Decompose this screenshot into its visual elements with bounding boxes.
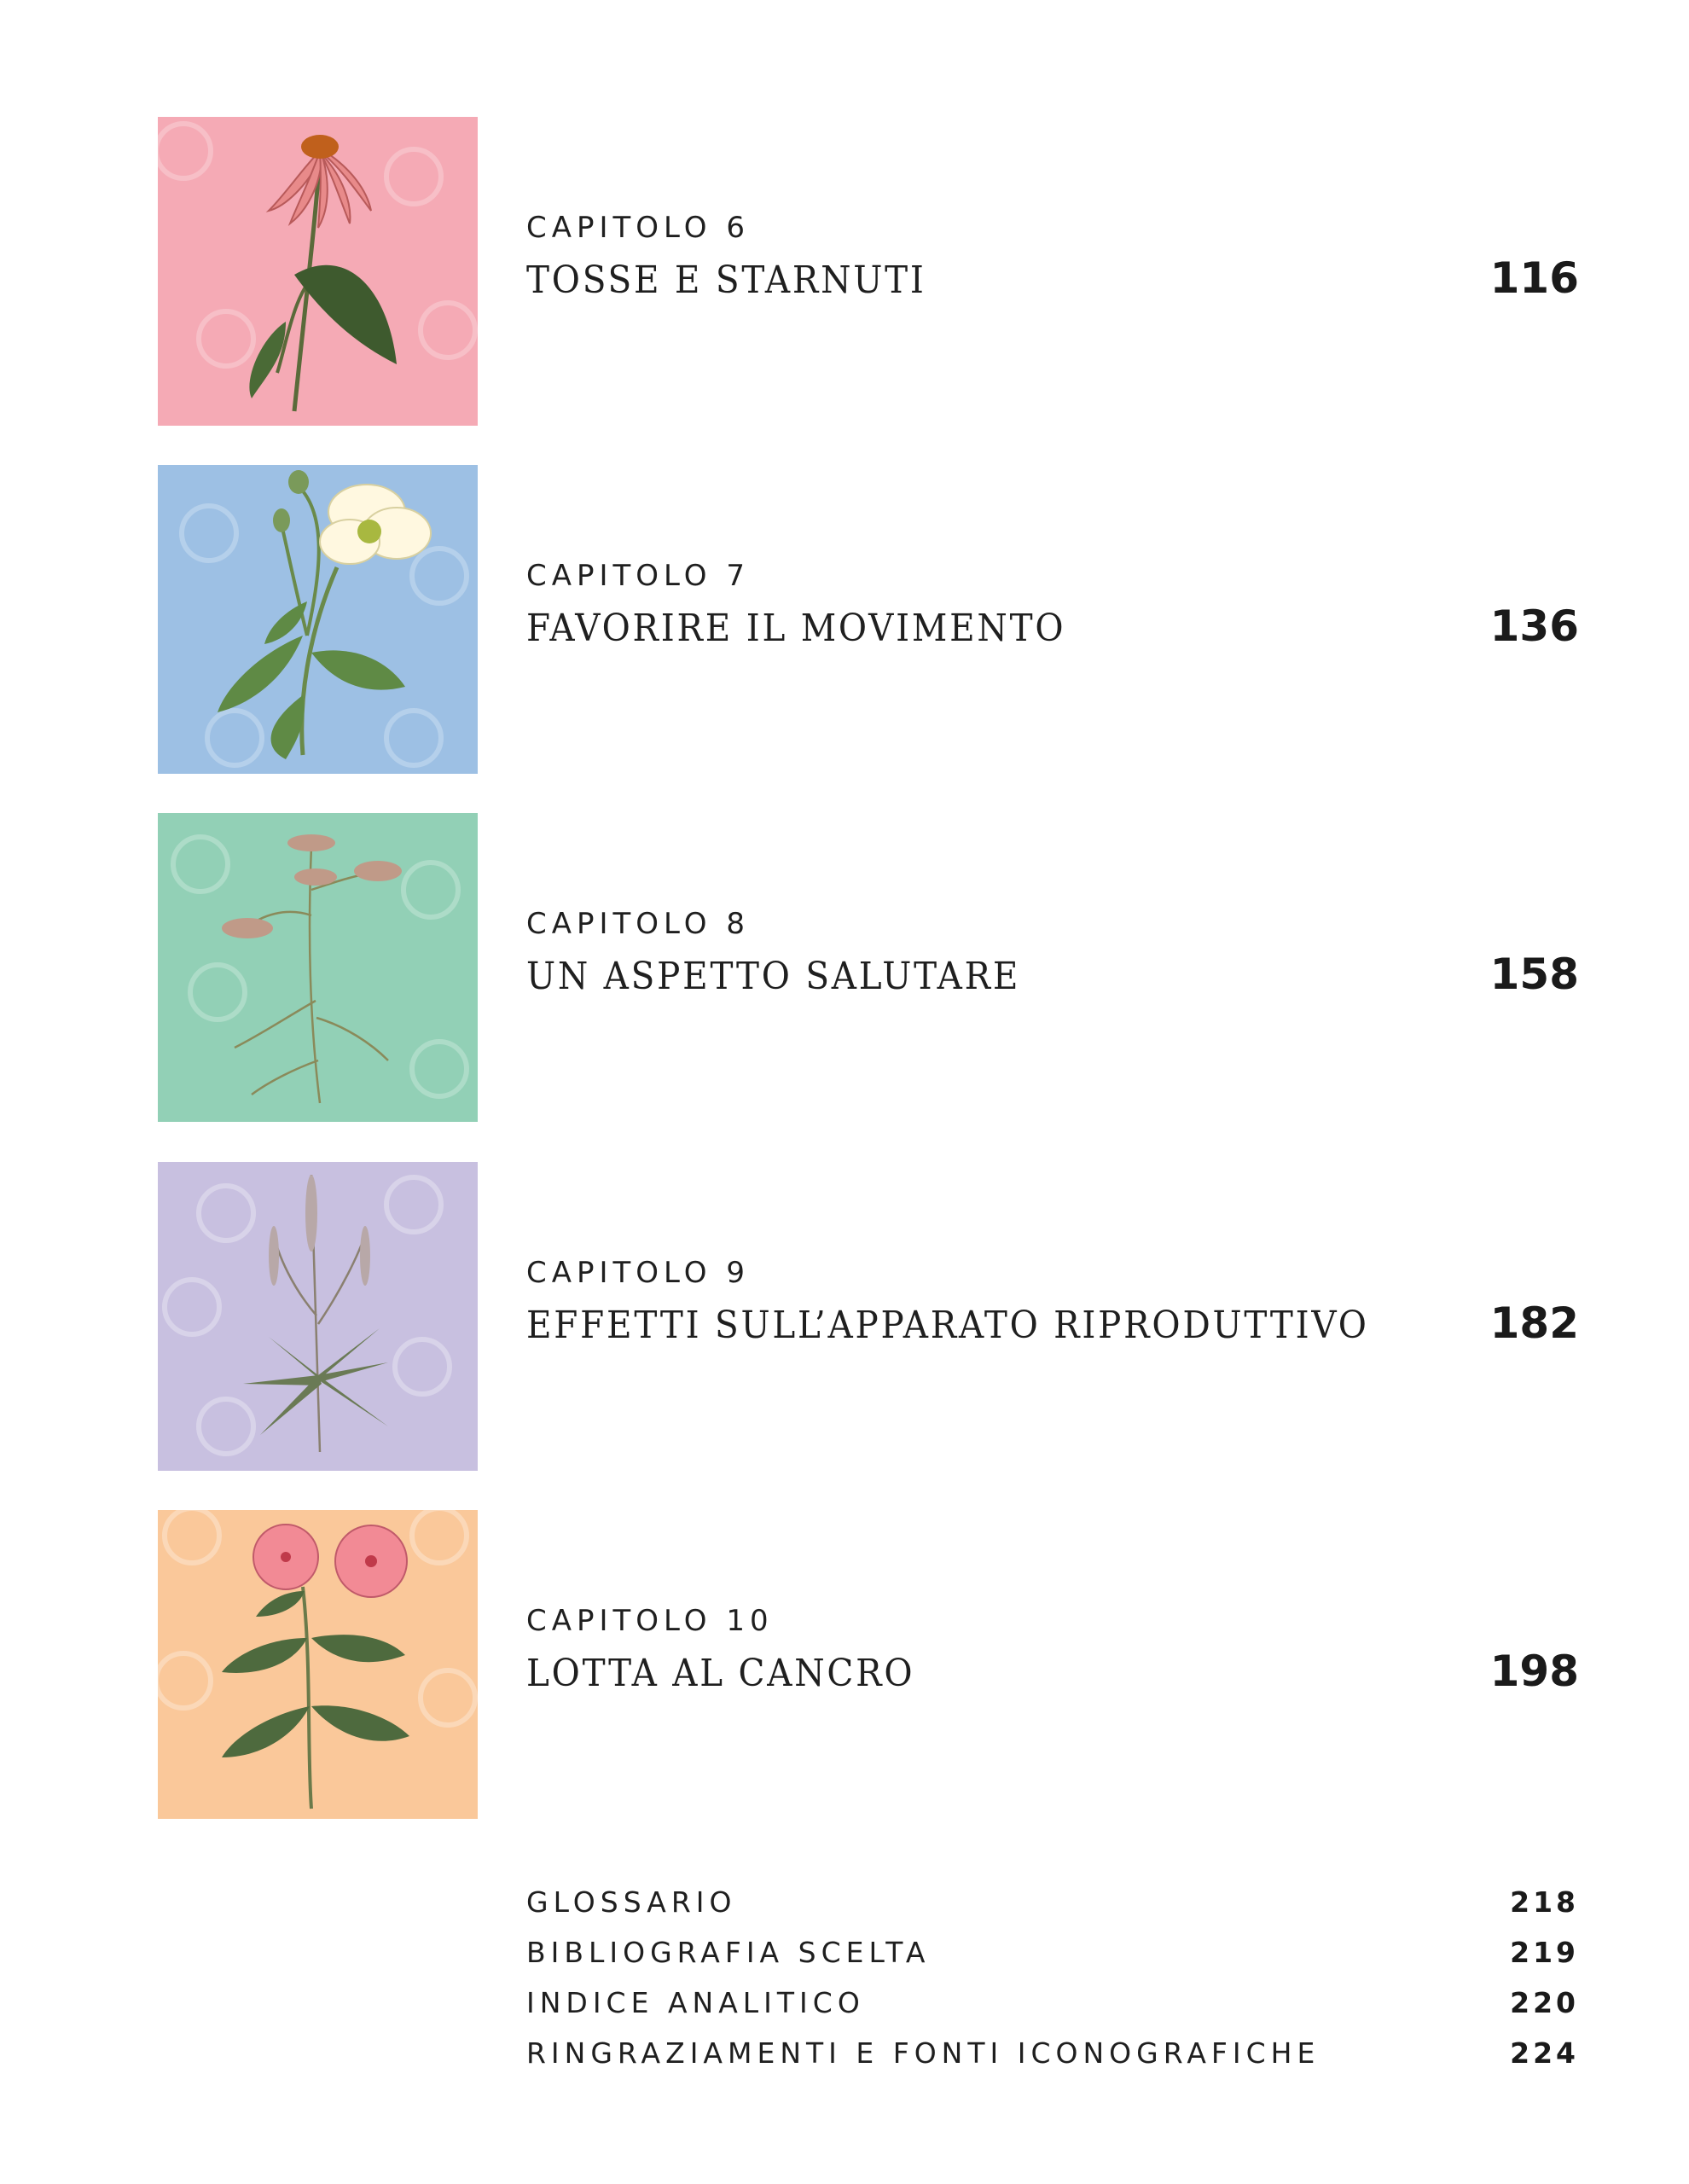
chapter-10-thumbnail: [158, 1510, 478, 1819]
chapter-6-page[interactable]: 116: [1489, 253, 1579, 303]
chapter-8-page[interactable]: 158: [1489, 950, 1579, 999]
backmatter-page: 224: [1510, 2036, 1579, 2070]
backmatter-label: INDICE ANALITICO: [526, 1986, 865, 2019]
chapter-9-title[interactable]: EFFETTI SULL’APPARATO RIPRODUTTIVO: [526, 1304, 1369, 1347]
backmatter-item-ringraziamenti[interactable]: [526, 2036, 1579, 2087]
chapter-6-title[interactable]: TOSSE E STARNUTI: [526, 258, 926, 302]
backmatter-label: BIBLIOGRAFIA SCELTA: [526, 1936, 931, 1969]
chapter-7-title[interactable]: FAVORIRE IL MOVIMENTO: [526, 607, 1066, 650]
backmatter-item-bibliografia[interactable]: [526, 1936, 1579, 1986]
chapter-8-label: CAPITOLO 8: [526, 907, 750, 941]
backmatter-item-glossario[interactable]: [526, 1885, 1579, 1936]
periwinkle-illustration: [158, 1510, 478, 1819]
backmatter-item-indice[interactable]: [526, 1986, 1579, 2036]
backmatter-page: 218: [1510, 1885, 1579, 1919]
chapter-6-label: CAPITOLO 6: [526, 211, 750, 245]
backmatter-label: GLOSSARIO: [526, 1885, 737, 1919]
chasteberry-illustration: [158, 1162, 478, 1471]
backmatter-page: 220: [1510, 1986, 1579, 2019]
valerian-illustration: [158, 813, 478, 1122]
chapter-7-page[interactable]: 136: [1489, 601, 1579, 651]
chapter-9-thumbnail: [158, 1162, 478, 1471]
chapter-9-page[interactable]: 182: [1489, 1298, 1579, 1348]
chapter-10-title[interactable]: LOTTA AL CANCRO: [526, 1652, 915, 1695]
thumbnail-background: [158, 1162, 478, 1471]
echinacea-illustration: [158, 117, 478, 426]
chapter-10-label: CAPITOLO 10: [526, 1604, 774, 1638]
chapter-entry-8[interactable]: [0, 813, 1689, 1122]
chapter-entry-6[interactable]: [0, 117, 1689, 426]
backmatter-list: [526, 1885, 1579, 2087]
chapter-entry-9[interactable]: [0, 1162, 1689, 1471]
backmatter-label: RINGRAZIAMENTI E FONTI ICONOGRAFICHE: [526, 2036, 1320, 2070]
chapter-entry-7[interactable]: [0, 465, 1689, 774]
chapter-7-label: CAPITOLO 7: [526, 559, 750, 593]
chapter-10-page[interactable]: 198: [1489, 1647, 1579, 1696]
chapter-8-title[interactable]: UN ASPETTO SALUTARE: [526, 955, 1021, 998]
chapter-9-label: CAPITOLO 9: [526, 1256, 750, 1290]
chapter-8-thumbnail: [158, 813, 478, 1122]
chapter-entry-10[interactable]: [0, 1510, 1689, 1819]
backmatter-page: 219: [1510, 1936, 1579, 1969]
poppy-illustration: [158, 465, 478, 774]
chapter-6-thumbnail: [158, 117, 478, 426]
chapter-7-thumbnail: [158, 465, 478, 774]
